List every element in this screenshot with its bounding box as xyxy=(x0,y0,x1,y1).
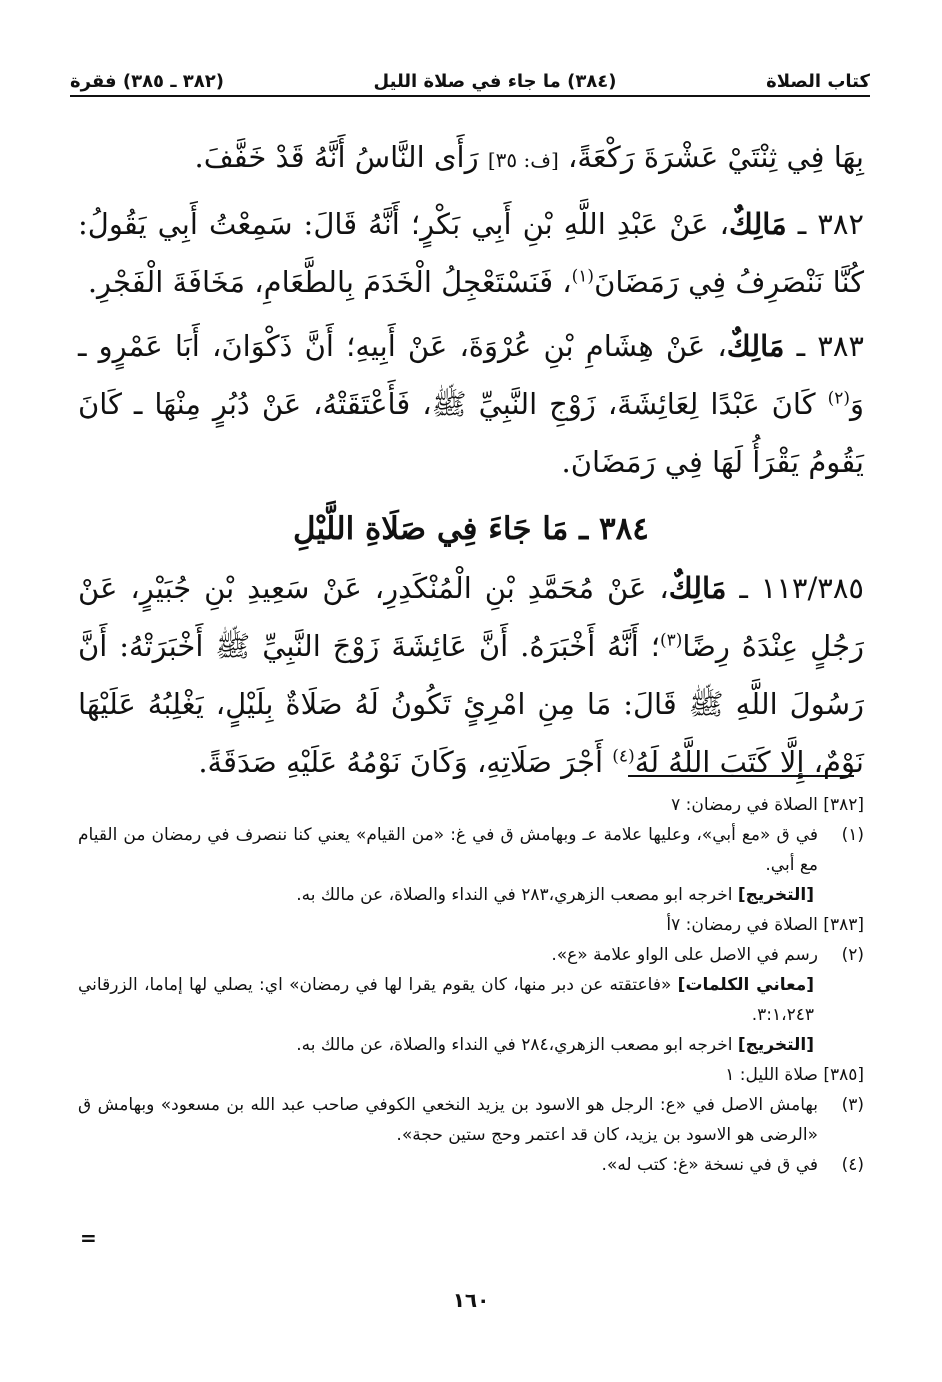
hadith-number: ٣٨٢ ـ xyxy=(786,207,864,241)
folio-reference: [ف: ٣٥] xyxy=(487,148,559,172)
footnote-1 xyxy=(78,820,864,880)
header-chapter-title: (٣٨٤) ما جاء في صلاة الليل xyxy=(373,71,617,92)
footnotes xyxy=(78,790,864,1180)
paragraph-continuation: بِهَا فِي ثِنْتَيْ عَشْرَةَ رَكْعَةً، [ف: ٣٥] رَأَى النَّاسُ أَنَّهُ قَدْ خَفَّفَ. xyxy=(194,140,864,174)
header-paragraph-range: (٣٨٢ ـ ٣٨٥) فقرة xyxy=(70,71,224,92)
hadith-number: ٣٨٣ ـ xyxy=(784,329,865,363)
note-takhrij: [التخريج] اخرجه ابو مصعب الزهري،٢٨٣ في النداء والصلاة، عن مالك به. xyxy=(296,885,814,905)
paragraph-382: ٣٨٢ ـ مَالِكٌ، عَنْ عَبْدِ اللَّهِ بْنِ أَبِي بَكْرٍ؛ أَنَّهُ قَالَ: سَمِعْتُ أَبِي يَقُولُ: كُنَّا نَنْصَرِفُ فِي رَمَضَانَ$^{(١)}$، فَنَسْتَعْجِلُ الْخَدَمَ بِالطَّعَامِ، مَخَافَةَ الْفَجْرِ. xyxy=(78,207,864,299)
narrator-name: مَالِكٌ xyxy=(726,329,785,363)
paragraph-385: ١١٣/٣٨٥ ـ مَالِكٌ، عَنْ مُحَمَّدِ بْنِ الْمُنْكَدِرِ، عَنْ سَعِيدِ بْنِ جُبَيْرٍ، عَنْ رَجُلٍ عِنْدَهُ رِضًا$^{(٣)}$؛ أَنَّهُ أَخْبَرَهُ. أَنَّ عَائِشَةَ زَوْجَ النَّبِيِّ ﷺ أَخْبَرَتْهُ: أَنَّ رَسُولَ اللَّهِ ﷺ قَالَ: مَا مِنِ امْرِئٍ تَكُونُ لَهُ صَلَاةٌ بِلَيْلٍ، يَغْلِبُهُ عَلَيْهَا نَوْمٌ، إِلَّا كَتَبَ اللَّهُ لَهُ$^{(٤)}$ أَجْرَ صَلَاتِهِ، وَكَانَ نَوْمُهُ عَلَيْهِ صَدَقَةً. xyxy=(78,571,865,779)
footnote-marker: (١) xyxy=(571,266,595,287)
footnote-4 xyxy=(78,1150,864,1180)
header-rule xyxy=(70,95,870,97)
footnote-marker: (٣) xyxy=(659,630,683,651)
note-section-383: [٣٨٣] الصلاة في رمضان: ٧أ xyxy=(666,915,864,935)
note-section-385: [٣٨٥] صلاة الليل: ١ xyxy=(725,1065,864,1085)
note-word-meanings: [معاني الكلمات] «فاعتقته عن دبر منها، كان يقوم يقرا لها في رمضان» اي: يصلي لها إماما، الزرقاني ٣:١،٢٤٣. xyxy=(78,975,814,1025)
note-section-382: [٣٨٢] الصلاة في رمضان: ٧ xyxy=(671,795,864,815)
footnote-text: رسم في الاصل على الواو علامة «ع». xyxy=(551,945,818,965)
narrator-name: مَالِكٌ xyxy=(729,207,787,241)
footnote-number: (٢) xyxy=(841,945,864,965)
note-takhrij: [التخريج] اخرجه ابو مصعب الزهري،٢٨٤ في النداء والصلاة، عن مالك به. xyxy=(296,1035,814,1055)
footnote-rule xyxy=(628,775,854,777)
footnote-marker: (٢) xyxy=(827,388,850,409)
header-book-title: كتاب الصلاة xyxy=(766,71,870,92)
paragraph-383: ٣٨٣ ـ مَالِكٌ، عَنْ هِشَامِ بْنِ عُرْوَةَ، عَنْ أَبِيهِ؛ أَنَّ ذَكْوَانَ، أَبَا عَمْرٍو ـ وَ$^{(٢)}$ كَانَ عَبْدًا لِعَائِشَةَ، زَوْجِ النَّبِيِّ ﷺ، فَأَعْتَقَتْهُ، عَنْ دُبُرٍ مِنْهَا ـ كَانَ يَقُومُ يَقْرَأُ لَهَا فِي رَمَضَانَ. xyxy=(78,329,865,479)
chapter-heading: ٣٨٤ ـ مَا جَاءَ فِي صَلَاةِ اللَّيْلِ xyxy=(293,511,649,547)
footnote-text: في ق «مع أبي»، وعليها علامة عـ وبهامش ق في غ: «من القيام» يعني كنا ننصرف في رمضان من القيام مع أبي. xyxy=(78,825,818,875)
continuation-mark: = xyxy=(80,1226,97,1250)
main-text xyxy=(78,128,864,797)
footnote-number: (٣) xyxy=(841,1095,864,1115)
footnote-text: بهامش الاصل في «ع: الرجل هو الاسود بن يزيد النخعي الكوفي صاحب عبد الله بن مسعود» وبهامش ق «الرضى هو الاسود بن يزيد، كان قد اعتمر وحج ستين حجة». xyxy=(78,1095,818,1145)
footnote-number: (١) xyxy=(841,825,864,845)
footnote-text: في ق في نسخة «غ: كتب له». xyxy=(601,1155,818,1175)
footnote-marker: (٤) xyxy=(612,746,635,767)
page-number: ١٦٠ xyxy=(452,1288,490,1312)
footnote-3 xyxy=(78,1090,864,1150)
footnote-number: (٤) xyxy=(841,1155,864,1175)
footnote-2 xyxy=(78,940,864,970)
narrator-name: مَالِكٌ xyxy=(668,571,727,605)
hadith-number: ١١٣/٣٨٥ ـ xyxy=(726,571,865,605)
running-header xyxy=(70,52,870,92)
